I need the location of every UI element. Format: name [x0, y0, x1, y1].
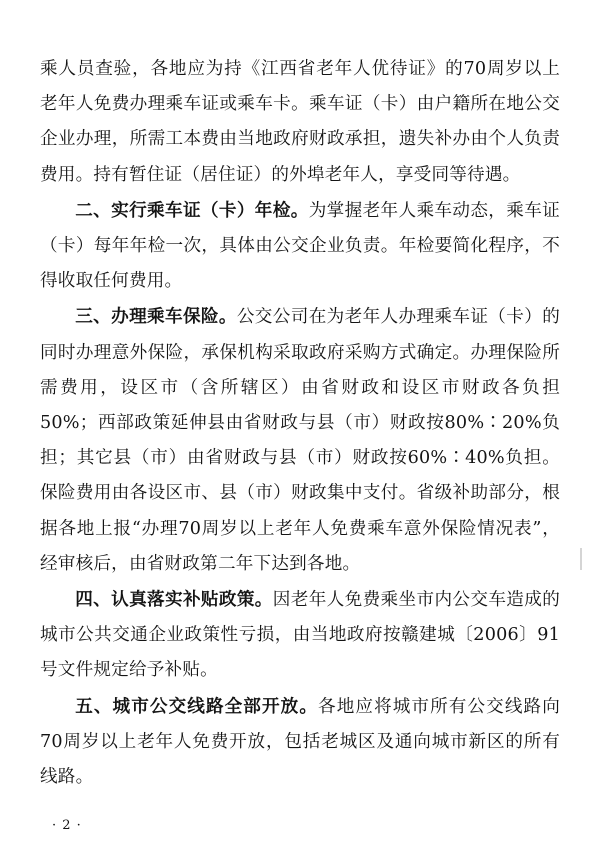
paragraph-body: 为掌握老年人乘车动态，乘车证（卡）每年年检一次，具体由公交企业负责。年检要简化程序，不得收取任何费用。: [40, 200, 560, 292]
scan-mark: [580, 548, 582, 570]
section-heading: 三、办理乘车保险。: [75, 306, 237, 328]
section-heading: 二、实行乘车证（卡）年检。: [75, 199, 309, 221]
document-body: [40, 52, 560, 795]
paragraph-insurance: [40, 299, 560, 582]
paragraph-continued: [40, 52, 560, 193]
section-heading: 四、认真落实补贴政策。: [75, 589, 273, 611]
paragraph-body: 各地应将城市所有公交线路向70周岁以上老年人免费开放，包括老城区及通向城市新区的所有线路。: [40, 696, 560, 788]
paragraph-body: 乘人员查验，各地应为持《江西省老年人优待证》的70周岁以上老年人免费办理乘车证或乘车卡。乘车证（卡）由户籍所在地公交企业办理，所需工本费由当地政府财政承担，遗失补办由个人负责费用。持有暂住证（居住证）的外埠老年人，享受同等待遇。: [40, 59, 560, 185]
paragraph-subsidy: [40, 582, 560, 689]
paragraph-annual-inspection: [40, 193, 560, 300]
paragraph-body: 因老年人免费乘坐市内公交车造成的城市公共交通企业政策性亏损，由当地政府按赣建城〔2006〕91号文件规定给予补贴。: [40, 590, 561, 681]
section-heading: 五、城市公交线路全部开放。: [75, 695, 319, 717]
paragraph-bus-routes: [40, 689, 560, 796]
page-number: · 2 ·: [52, 818, 82, 833]
paragraph-body: 公交公司在为老年人办理乘车证（卡）的同时办理意外保险，承保机构采取政府采购方式确定。办理保险所需费用，设区市（含所辖区）由省财政和设区市财政各负担50%；西部政策延伸县由省财政与县（市）财政按80%∶20%负担；其它县（市）由省财政与县（市）财政按60%∶40%负担。保险费用由各设区市、县（市）财政集中支付。省级补助部分，根据各地上报“办理70周岁以上老年人免费乘车意外保险情况表”，经审核后，由省财政第二年下达到各地。: [40, 307, 560, 574]
